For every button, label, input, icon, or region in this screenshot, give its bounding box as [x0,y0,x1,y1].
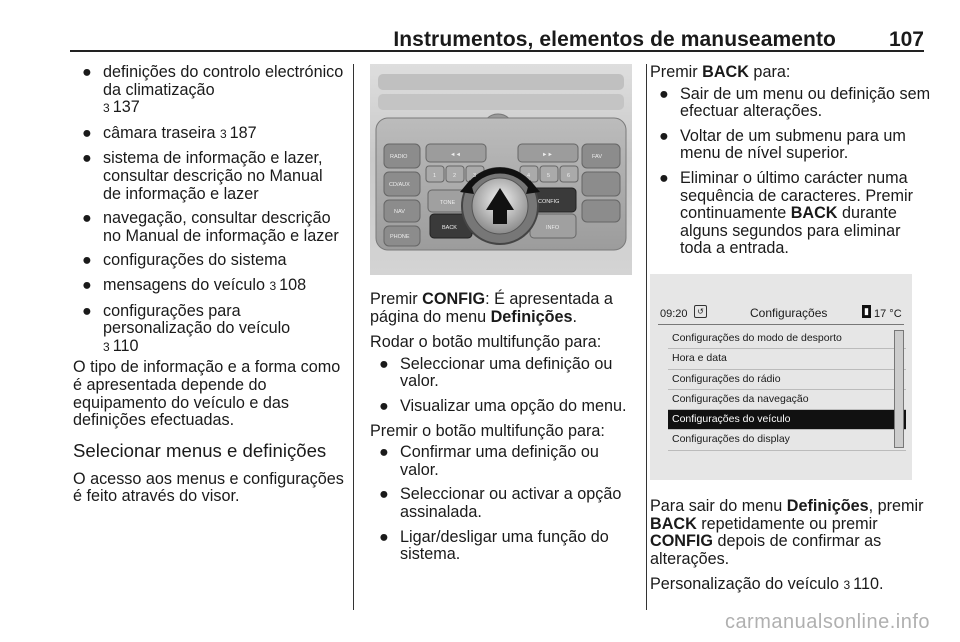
paragraph: Premir BACK para: [650,63,791,81]
page-header [70,0,924,52]
panel-label-rewind: ◄◄ [450,152,461,158]
section-heading: Selecionar menus e definições [73,439,327,461]
settings-list [73,64,345,356]
xref-icon[interactable]: 3 [843,578,851,593]
list-item: ● Sair de um menu ou definição sem efectuar alterações. [659,84,931,121]
list-item: ● Visualizar uma opção do menu. [379,396,627,415]
panel-label-5: 5 [547,173,551,179]
page-ref-link[interactable]: 137 [112,98,140,117]
column-divider [353,64,354,610]
list-item: ● configurações do sistema [82,251,287,270]
scrollbar[interactable] [894,330,904,448]
page-ref-link[interactable]: 110 [853,575,879,594]
paragraph: O tipo de informação e a forma como é apresentada depende do equipamento do veículo e das definições efectuadas. [73,358,341,430]
panel-label-fav: FAV [592,154,602,160]
menu-item[interactable]: Configurações do rádio [668,370,906,390]
page-number: 107 [888,28,924,51]
panel-label-tone: TONE [440,200,456,206]
xref-icon[interactable]: 3 [103,339,110,354]
page-ref-link[interactable]: 108 [279,275,307,294]
panel-label-cd-aux: CD/AUX [389,182,410,188]
settings-menu-list [668,329,906,451]
page-ref-link[interactable]: 110 [112,336,139,355]
list-item: ● Voltar de um submenu para um menu de nível superior. [659,126,906,163]
paragraph: Personalização do veículo 3 110. [650,575,884,594]
page-ref-link[interactable]: 187 [229,123,257,142]
panel-label-info: INFO [546,225,560,231]
press-list [370,444,634,564]
panel-label-2: 2 [453,173,457,179]
panel-label-3: 3 [473,173,477,179]
panel-label-config: CONFIG [538,199,560,205]
page-title: Instrumentos, elementos de manuseamento [393,28,836,51]
list-item: ● sistema de informação e lazer, consultar descrição no Manual de informação e lazer [82,149,323,203]
panel-label-6: 6 [567,173,571,179]
control-panel-photo [370,64,632,275]
panel-label-4: 4 [527,173,531,179]
paragraph: O acesso aos menus e configurações é feito através do visor. [73,469,344,506]
panel-label-nav: NAV [394,209,405,215]
menu-item[interactable]: Hora e data [668,349,906,369]
menu-item[interactable]: Configurações do modo de desporto [668,329,906,349]
list-item: ● definições do controlo electrónico da climatização 3 137 [82,63,344,117]
xref-icon[interactable]: 3 [103,101,110,116]
paragraph: Premir CONFIG: É apresentada a página do menu Definições. [370,290,613,326]
panel-label-forward: ►► [542,152,553,158]
list-item: ● navegação, consultar descrição no Manual de informação e lazer [82,209,339,245]
screen-status-bar [658,302,904,325]
panel-label-back: BACK [442,225,457,231]
paragraph: Premir o botão multifunção para: [370,421,605,440]
list-item: ● Seleccionar ou activar a opção assinalada. [379,485,622,521]
xref-icon[interactable]: 3 [269,278,277,293]
list-item: ● Seleccionar uma definição ou valor. [379,354,613,391]
back-list [650,86,935,258]
back-arrow-icon[interactable]: ↺ [694,305,707,318]
menu-item-selected[interactable]: Configurações do veículo [668,410,906,430]
panel-label-radio: RADIO [390,154,408,160]
panel-label-1: 1 [433,173,437,179]
watermark: carmanualsonline.info [724,611,930,633]
screen-temperature: 17 °C [874,307,902,320]
column-left [73,64,345,514]
screen-time: 09:20 [660,307,688,320]
list-item: ● mensagens do veículo 3 108 [82,275,307,294]
list-item: ● Ligar/desligar uma função do sistema. [379,527,609,564]
column-divider [646,64,647,610]
thermometer-icon: ▮ [862,305,871,318]
menu-item[interactable]: Configurações do display [668,430,906,450]
settings-screen [650,274,912,480]
list-item: ● câmara traseira 3 187 [82,123,257,142]
screen-title: Configurações [750,305,828,320]
control-panel-illustration [370,64,632,275]
xref-icon[interactable]: 3 [219,126,227,141]
rotate-list [370,356,634,416]
list-item: ● configurações para personalização do veículo 3 110 [82,301,291,355]
column-right [650,64,935,603]
list-item: ● Confirmar uma definição ou valor. [379,443,599,479]
menu-item[interactable]: Configurações da navegação [668,390,906,410]
panel-label-phone: PHONE [390,234,410,240]
paragraph: Rodar o botão multifunção para: [370,333,602,352]
list-item: ● Eliminar o último carácter numa sequência de caracteres. Premir continuamente BACK durante alguns segundos para eliminar toda a entrada. [659,168,914,258]
paragraph: Para sair do menu Definições, premir BACK repetidamente ou premir CONFIG depois de confirmar as alterações. [650,496,924,568]
column-middle [370,64,634,571]
